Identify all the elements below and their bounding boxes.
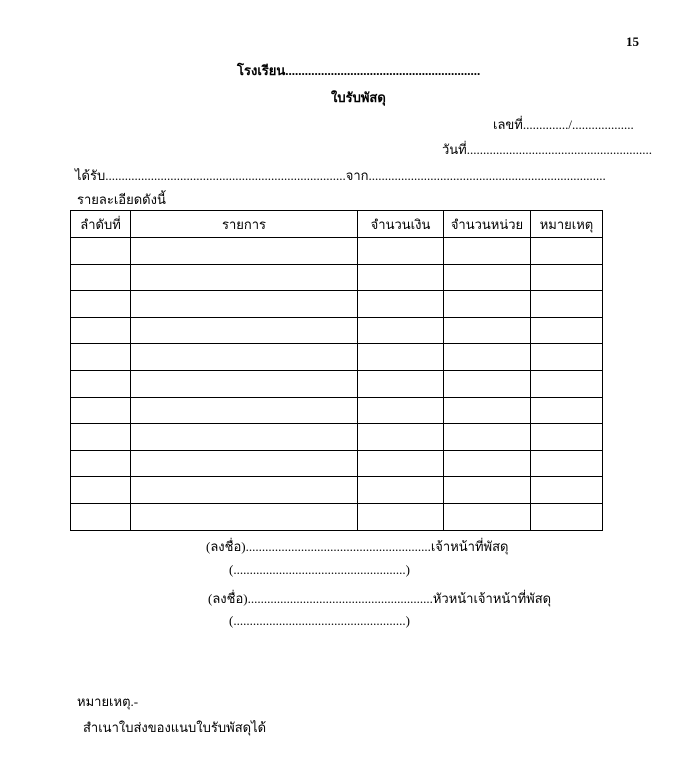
table-cell: [71, 344, 131, 371]
table-cell: [71, 450, 131, 477]
table-cell: [71, 370, 131, 397]
table-cell: [131, 424, 358, 451]
table-row: [71, 503, 603, 530]
table-cell: [444, 424, 531, 451]
table-cell: [531, 397, 603, 424]
table-cell: [71, 397, 131, 424]
table-cell: [444, 370, 531, 397]
table-cell: [358, 238, 444, 265]
table-cell: [71, 264, 131, 291]
table-cell: [358, 370, 444, 397]
remarks-label: หมายเหตุ.-: [77, 694, 139, 709]
table-cell: [531, 317, 603, 344]
table-cell: [358, 317, 444, 344]
table-cell: [444, 238, 531, 265]
table-cell: [131, 397, 358, 424]
table-cell: [358, 397, 444, 424]
table-cell: [358, 450, 444, 477]
table-cell: [531, 503, 603, 530]
table-row: [71, 291, 603, 318]
table-row: [71, 477, 603, 504]
table-cell: [131, 503, 358, 530]
table-cell: [71, 317, 131, 344]
table-cell: [131, 291, 358, 318]
school-line: โรงเรียน............................................................: [237, 63, 481, 78]
table-cell: [444, 477, 531, 504]
table-cell: [71, 238, 131, 265]
table-cell: [131, 450, 358, 477]
header-item: รายการ: [131, 211, 358, 238]
printed-name-officer: (.....................................................): [229, 562, 410, 577]
table-row: [71, 317, 603, 344]
table-cell: [358, 477, 444, 504]
table-cell: [444, 317, 531, 344]
table-header-row: [71, 211, 603, 238]
header-sequence: ลำดับที่: [71, 211, 131, 238]
table-cell: [531, 238, 603, 265]
date-line: วันที่.........................................................: [442, 142, 653, 157]
header-units: จำนวนหน่วย: [444, 211, 531, 238]
page-number: 15: [626, 34, 639, 49]
table-cell: [131, 477, 358, 504]
table-cell: [444, 503, 531, 530]
table-cell: [531, 291, 603, 318]
table-cell: [531, 450, 603, 477]
table-cell: [531, 344, 603, 371]
table-cell: [358, 424, 444, 451]
table-cell: [71, 477, 131, 504]
header-remarks: หมายเหตุ: [531, 211, 603, 238]
table-cell: [131, 264, 358, 291]
header-amount: จำนวนเงิน: [358, 211, 444, 238]
table-cell: [358, 264, 444, 291]
table-cell: [358, 344, 444, 371]
table-cell: [444, 397, 531, 424]
table-row: [71, 424, 603, 451]
table-cell: [71, 503, 131, 530]
table-cell: [131, 317, 358, 344]
table-row: [71, 264, 603, 291]
table-cell: [131, 344, 358, 371]
table-cell: [444, 344, 531, 371]
table-row: [71, 397, 603, 424]
table-cell: [531, 264, 603, 291]
table-body: [71, 238, 603, 531]
table-row: [71, 450, 603, 477]
table-cell: [444, 291, 531, 318]
items-table: [70, 210, 603, 531]
document-title: ใบรับพัสดุ: [331, 90, 386, 105]
table-cell: [71, 291, 131, 318]
table-cell: [531, 477, 603, 504]
table-row: [71, 238, 603, 265]
table-cell: [131, 238, 358, 265]
table-cell: [444, 264, 531, 291]
details-label: รายละเอียดดังนี้: [77, 192, 166, 207]
signature-line-head-officer: (ลงชื่อ).........................................................หัวหน้าเจ้าหน้าที่พัสดุ: [208, 591, 552, 606]
table-cell: [358, 291, 444, 318]
table-cell: [531, 370, 603, 397]
signature-line-officer: (ลงชื่อ).........................................................เจ้าหน้าที่พัสดุ: [206, 539, 509, 554]
table-row: [71, 370, 603, 397]
table-row: [71, 344, 603, 371]
received-from-line: ได้รับ..........................................................................จาก.........................................................................: [75, 168, 606, 183]
table-cell: [71, 424, 131, 451]
table-cell: [531, 424, 603, 451]
printed-name-head-officer: (.....................................................): [229, 613, 410, 628]
table-cell: [131, 370, 358, 397]
document-number-line: เลขที่............../...................: [493, 117, 634, 132]
table-cell: [358, 503, 444, 530]
remarks-text: สำเนาใบส่งของแนบใบรับพัสดุได้: [83, 720, 267, 735]
table-cell: [444, 450, 531, 477]
